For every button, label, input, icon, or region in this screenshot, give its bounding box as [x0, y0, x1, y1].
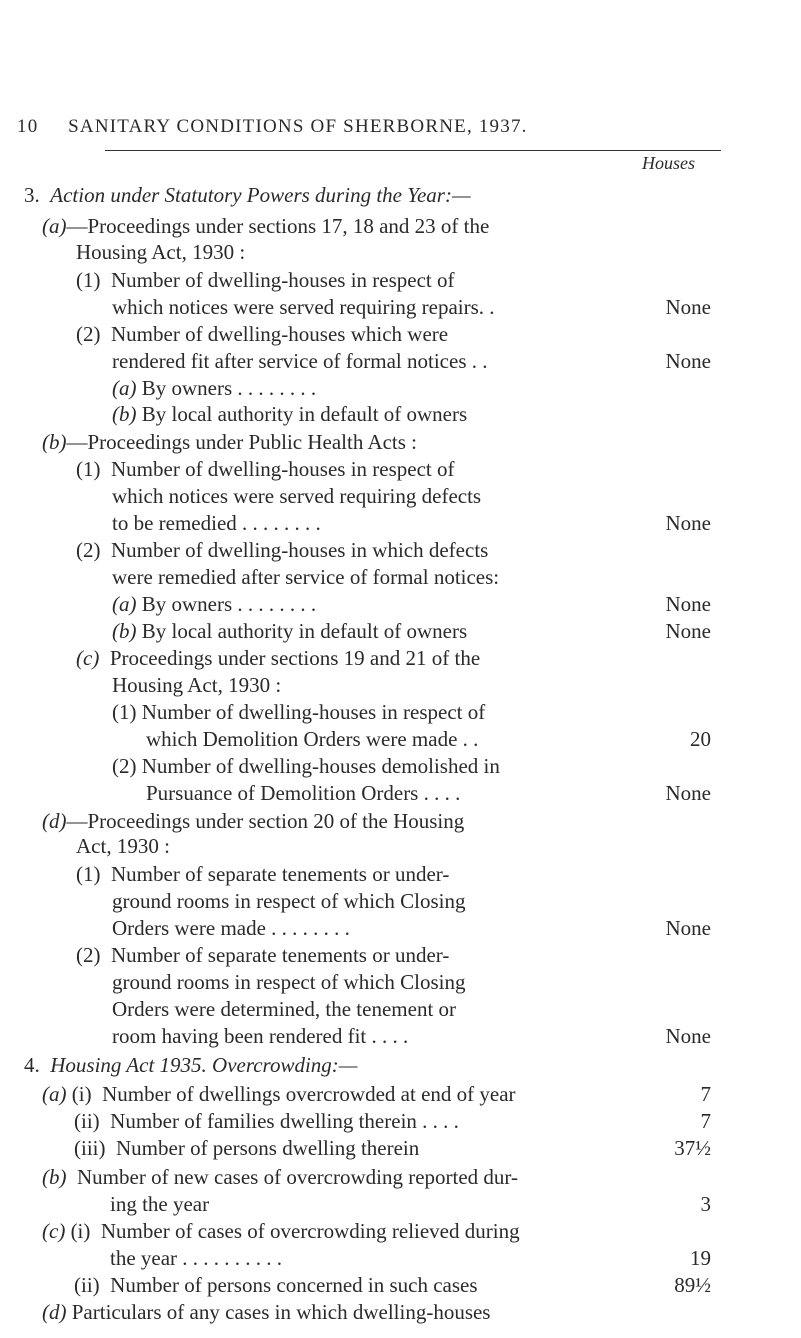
section-3-number: 3.	[24, 183, 40, 207]
item-3c-1-line-2: which Demolition Orders were made . .	[146, 727, 479, 751]
item-3a-2-line-2: rendered fit after service of formal notices . .	[112, 349, 488, 373]
item-4a-i: (a) (i) Number of dwellings overcrowded at end of year	[42, 1082, 516, 1106]
item-3b-letter: (b)	[42, 430, 67, 454]
item-3b-1-line-1: (1) Number of dwelling-houses in respect of	[76, 457, 455, 481]
header-rule	[105, 150, 721, 151]
item-4c-letter: (c)	[42, 1219, 66, 1243]
item-3b-2a: (a) By owners . . . . . . . .	[112, 592, 317, 616]
item-3b-1-line-2: which notices were served requiring defects	[112, 484, 482, 508]
item-3d-line-2: Act, 1930 :	[76, 834, 170, 858]
section-4-heading	[24, 1055, 357, 1076]
item-3d-2-value: None	[665, 1024, 711, 1048]
item-4d-line-1: (d) Particulars of any cases in which dwelling-houses	[42, 1300, 491, 1324]
item-4c-ii-value: 89½	[674, 1273, 711, 1297]
item-3a-1-line-1: (1) Number of dwelling-houses in respect of	[76, 268, 455, 292]
section-4-number: 4.	[24, 1053, 40, 1077]
item-3c-letter: (c)	[76, 646, 100, 670]
item-3a-1-line-2: which notices were served requiring repairs. .	[112, 295, 495, 319]
item-4a-iii-value: 37½	[674, 1136, 711, 1160]
item-3d-1-line-1: (1) Number of separate tenements or under-	[76, 862, 450, 886]
item-3d-2-line-1: (2) Number of separate tenements or under-	[76, 943, 450, 967]
item-3b-1-value: None	[665, 511, 711, 535]
item-4a-i-value: 7	[700, 1082, 711, 1106]
item-3a-letter: (a)	[42, 214, 67, 238]
item-4b-value: 3	[700, 1192, 711, 1216]
item-3d-2-line-4: room having been rendered fit . . . .	[112, 1024, 409, 1048]
running-title: SANITARY CONDITIONS OF SHERBORNE, 1937.	[68, 116, 528, 137]
item-3b-1-line-3: to be remedied . . . . . . . .	[112, 511, 321, 535]
item-3c-2-value: None	[665, 781, 711, 805]
item-3d-1-line-3: Orders were made . . . . . . . .	[112, 916, 350, 940]
item-3d-2-line-3: Orders were determined, the tenement or	[112, 997, 457, 1021]
item-3c-2-line-2: Pursuance of Demolition Orders . . . .	[146, 781, 461, 805]
item-3a-2a: (a) By owners . . . . . . . .	[112, 376, 317, 400]
item-3a-1-value: None	[665, 295, 711, 319]
item-4b-line-1: (b) Number of new cases of overcrowding reported dur-	[42, 1165, 518, 1189]
item-3b-line-1: (b)—Proceedings under Public Health Acts :	[42, 430, 418, 454]
item-4c-i-value: 19	[690, 1246, 711, 1270]
section-4-title: Housing Act 1935. Overcrowding:—	[50, 1053, 358, 1077]
item-4c-i-line-1: (c) (i) Number of cases of overcrowding relieved during	[42, 1219, 520, 1243]
item-4c-ii: (ii) Number of persons concerned in such cases	[74, 1273, 478, 1297]
item-3c-2-line-1: (2) Number of dwelling-houses demolished in	[112, 754, 500, 778]
item-4a-ii-value: 7	[700, 1109, 711, 1133]
item-3c-1-value: 20	[690, 727, 711, 751]
item-3a-2b: (b) By local authority in default of owners	[112, 402, 468, 426]
item-4a-letter: (a)	[42, 1082, 67, 1106]
item-3d-letter: (d)	[42, 809, 67, 833]
page-number: 10	[17, 116, 39, 137]
item-4b-letter: (b)	[42, 1165, 67, 1189]
item-4a-ii: (ii) Number of families dwelling therein . . . .	[74, 1109, 459, 1133]
item-3a-2-value: None	[665, 349, 711, 373]
item-3a-2-line-1: (2) Number of dwelling-houses which were	[76, 322, 449, 346]
item-4a-iii: (iii) Number of persons dwelling therein	[74, 1136, 420, 1160]
item-3c-1-line-1: (1) Number of dwelling-houses in respect of	[112, 700, 486, 724]
section-3-heading	[24, 185, 471, 206]
item-3d-1-value: None	[665, 916, 711, 940]
item-4b-line-2: ing the year	[110, 1192, 210, 1216]
item-3a-line-1: (a)—Proceedings under sections 17, 18 and 23 of the	[42, 214, 490, 238]
item-4d-letter: (d)	[42, 1300, 67, 1324]
column-heading-houses: Houses	[642, 153, 695, 173]
item-3c-line-2: Housing Act, 1930 :	[112, 673, 282, 697]
item-3d-1-line-2: ground rooms in respect of which Closing	[112, 889, 466, 913]
item-3b-2a-value: None	[665, 592, 711, 616]
section-3-title: Action under Statutory Powers during the Year:—	[50, 183, 471, 207]
item-4c-i-line-2: the year . . . . . . . . . .	[110, 1246, 283, 1270]
item-3a-line-2: Housing Act, 1930 :	[76, 240, 246, 264]
item-3c-line-1: (c) Proceedings under sections 19 and 21 of the	[76, 646, 481, 670]
item-3b-2-line-2: were remedied after service of formal notices:	[112, 565, 500, 589]
item-3b-2b: (b) By local authority in default of owners	[112, 619, 468, 643]
item-3b-2-line-1: (2) Number of dwelling-houses in which defects	[76, 538, 489, 562]
item-3d-line-1: (d)—Proceedings under section 20 of the Housing	[42, 809, 465, 833]
running-header	[17, 116, 528, 138]
item-3b-2b-value: None	[665, 619, 711, 643]
item-3d-2-line-2: ground rooms in respect of which Closing	[112, 970, 466, 994]
